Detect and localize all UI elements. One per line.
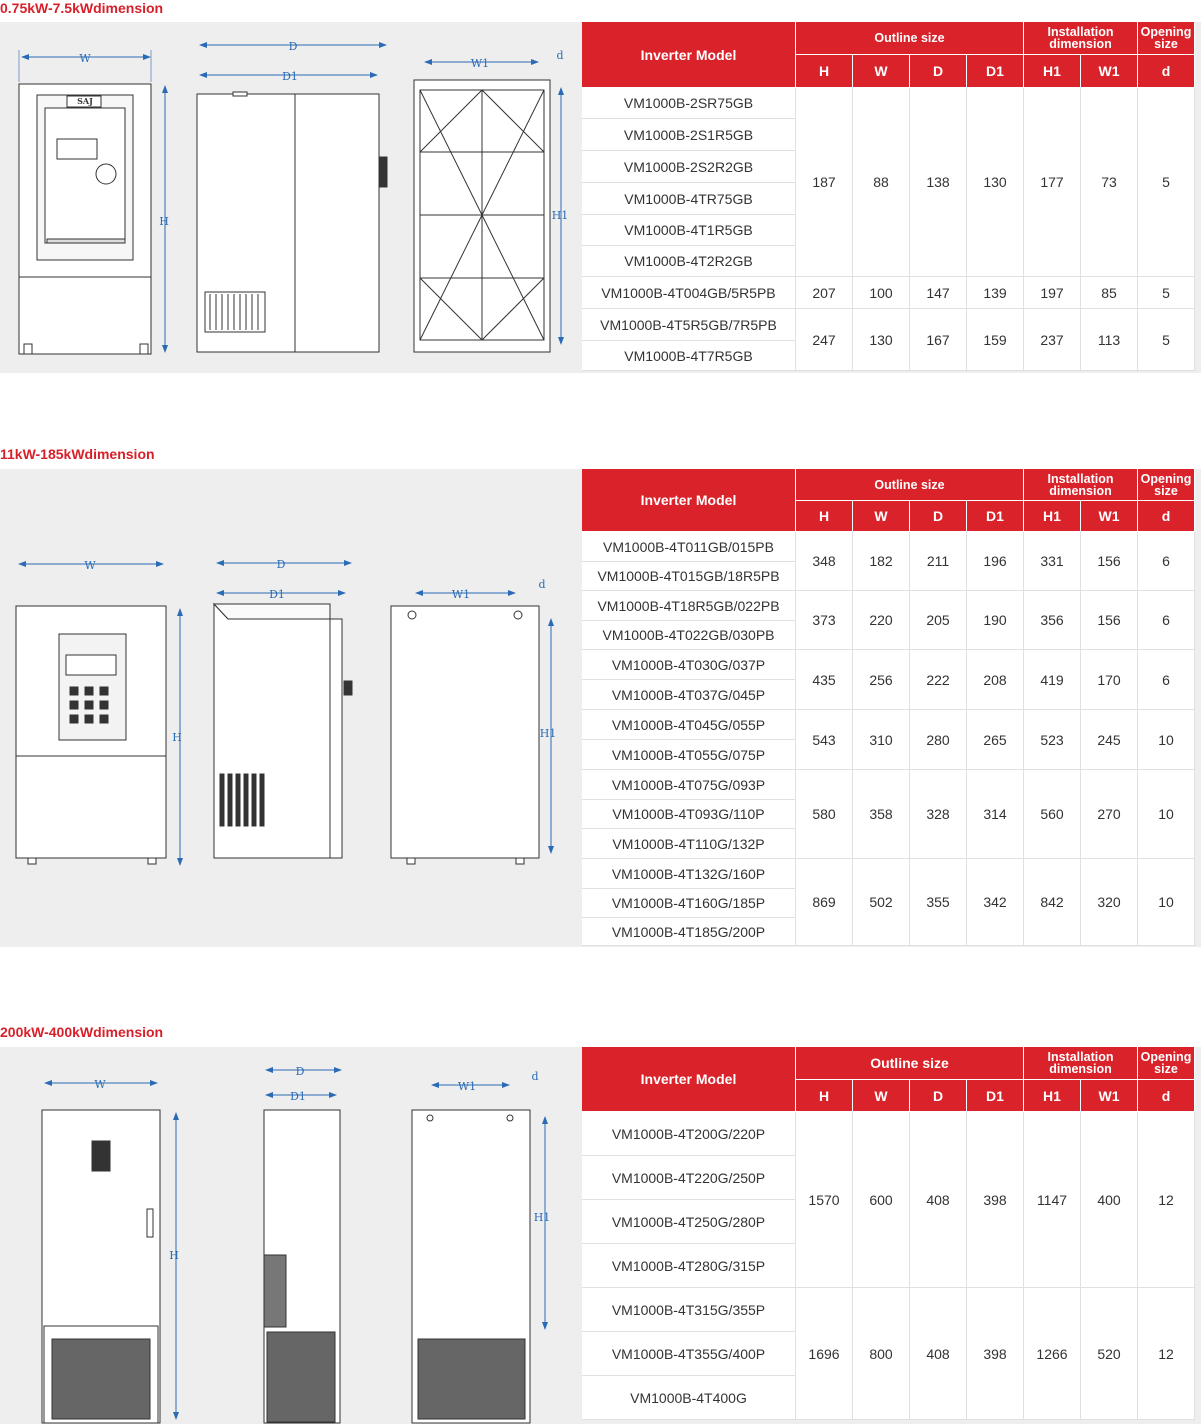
col-d: D — [910, 55, 967, 88]
model-cell: VM1000B-2S2R2GB — [582, 151, 796, 183]
value-w1: 170 — [1081, 650, 1138, 710]
model-cell: VM1000B-4T250G/280P — [582, 1200, 796, 1244]
model-cell: VM1000B-4T055G/075P — [582, 740, 796, 770]
model-cell: VM1000B-4T5R5GB/7R5PB — [582, 309, 796, 341]
value-w1: 156 — [1081, 532, 1138, 591]
model-cell: VM1000B-4T315G/355P — [582, 1288, 796, 1332]
model-cell: VM1000B-4T037G/045P — [582, 680, 796, 710]
value-d-small: 6 — [1138, 591, 1195, 650]
col-h1: H1 — [1024, 1080, 1081, 1112]
value-h1: 331 — [1024, 532, 1081, 591]
header-opening: Opening size — [1138, 469, 1195, 501]
dim-label-h: H — [159, 215, 169, 228]
value-h1: 1266 — [1024, 1288, 1081, 1420]
dimension-table — [582, 469, 1195, 946]
model-cell: VM1000B-4T093G/110P — [582, 800, 796, 829]
model-cell: VM1000B-4T075G/093P — [582, 770, 796, 800]
value-w: 800 — [853, 1288, 910, 1420]
model-cell: VM1000B-4T2R2GB — [582, 246, 796, 277]
model-cell: VM1000B-4T132G/160P — [582, 859, 796, 889]
value-h1: 1147 — [1024, 1112, 1081, 1288]
value-w: 600 — [853, 1112, 910, 1288]
value-h: 1696 — [796, 1288, 853, 1420]
value-h: 348 — [796, 532, 853, 591]
value-d1: 208 — [967, 650, 1024, 710]
value-h1: 177 — [1024, 88, 1081, 277]
col-d: D — [910, 1080, 967, 1112]
dim-label-d1: D1 — [269, 588, 285, 601]
value-w: 220 — [853, 591, 910, 650]
value-h: 869 — [796, 859, 853, 946]
dim-label-d-small: d — [556, 49, 564, 62]
value-d1: 196 — [967, 532, 1024, 591]
model-cell: VM1000B-4T004GB/5R5PB — [582, 277, 796, 309]
col-d-small: d — [1138, 55, 1195, 88]
front-view — [19, 84, 151, 354]
value-d1: 265 — [967, 710, 1024, 770]
dim-label-h: H — [169, 1249, 179, 1262]
value-w: 100 — [853, 277, 910, 309]
section-title: 11kW-185kWdimension — [0, 446, 155, 462]
col-w1: W1 — [1081, 1080, 1138, 1112]
col-w: W — [853, 1080, 910, 1112]
dim-label-d-small: d — [538, 578, 546, 591]
value-h: 207 — [796, 277, 853, 309]
value-h1: 560 — [1024, 770, 1081, 859]
value-h: 543 — [796, 710, 853, 770]
dimension-drawing — [0, 469, 580, 947]
value-d-small: 5 — [1138, 88, 1195, 277]
model-cell: VM1000B-4T110G/132P — [582, 829, 796, 859]
model-cell: VM1000B-4T220G/250P — [582, 1156, 796, 1200]
value-h1: 842 — [1024, 859, 1081, 946]
dim-label-d: D — [288, 40, 298, 53]
value-d-small: 6 — [1138, 532, 1195, 591]
value-d1: 342 — [967, 859, 1024, 946]
value-d-small: 5 — [1138, 309, 1195, 371]
section-panel — [0, 469, 1201, 947]
value-h1: 197 — [1024, 277, 1081, 309]
rear-view — [391, 606, 539, 864]
header-opening: Opening size — [1138, 22, 1195, 55]
value-h: 580 — [796, 770, 853, 859]
header-model: Inverter Model — [582, 22, 796, 88]
value-d1: 398 — [967, 1288, 1024, 1420]
value-w: 358 — [853, 770, 910, 859]
value-w1: 73 — [1081, 88, 1138, 277]
header-outline: Outline size — [796, 1047, 1024, 1080]
value-d-small: 6 — [1138, 650, 1195, 710]
value-d1: 398 — [967, 1112, 1024, 1288]
value-d: 167 — [910, 309, 967, 371]
value-d-small: 10 — [1138, 710, 1195, 770]
rear-view — [414, 80, 550, 352]
model-cell: VM1000B-4T1R5GB — [582, 215, 796, 246]
value-w: 130 — [853, 309, 910, 371]
value-w1: 85 — [1081, 277, 1138, 309]
front-view — [42, 1110, 160, 1423]
brand-logo: SAJ — [77, 96, 93, 106]
model-cell: VM1000B-4T011GB/015PB — [582, 532, 796, 562]
model-cell: VM1000B-4T400G — [582, 1376, 796, 1420]
header-opening: Opening size — [1138, 1047, 1195, 1080]
model-cell: VM1000B-4T355G/400P — [582, 1332, 796, 1376]
value-d: 355 — [910, 859, 967, 946]
model-cell: VM1000B-4T022GB/030PB — [582, 621, 796, 650]
value-d-small: 10 — [1138, 770, 1195, 859]
rear-view — [412, 1110, 530, 1423]
value-d-small: 10 — [1138, 859, 1195, 946]
value-h: 373 — [796, 591, 853, 650]
value-w1: 113 — [1081, 309, 1138, 371]
model-cell: VM1000B-4T015GB/18R5PB — [582, 562, 796, 591]
value-w1: 400 — [1081, 1112, 1138, 1288]
section-title: 200kW-400kWdimension — [0, 1024, 164, 1040]
value-w: 502 — [853, 859, 910, 946]
value-w1: 156 — [1081, 591, 1138, 650]
value-w1: 270 — [1081, 770, 1138, 859]
model-cell: VM1000B-4T200G/220P — [582, 1112, 796, 1156]
section-panel — [0, 1047, 1201, 1424]
value-w1: 245 — [1081, 710, 1138, 770]
value-d-small: 12 — [1138, 1288, 1195, 1420]
value-d1: 130 — [967, 88, 1024, 277]
value-d1: 139 — [967, 277, 1024, 309]
dim-label-w1: W1 — [451, 588, 471, 601]
dim-label-w1: W1 — [457, 1080, 477, 1093]
header-install: Installation dimension — [1024, 22, 1138, 55]
dim-label-d: D — [276, 558, 286, 571]
value-w1: 320 — [1081, 859, 1138, 946]
side-view — [197, 92, 387, 352]
value-h: 1570 — [796, 1112, 853, 1288]
header-install: Installation dimension — [1024, 469, 1138, 501]
value-w: 310 — [853, 710, 910, 770]
model-cell: VM1000B-4T045G/055P — [582, 710, 796, 740]
dim-label-w: W — [84, 559, 96, 572]
col-w1: W1 — [1081, 501, 1138, 532]
dim-label-d1: D1 — [282, 70, 298, 83]
value-h1: 356 — [1024, 591, 1081, 650]
col-h1: H1 — [1024, 55, 1081, 88]
dim-label-h1: H1 — [551, 209, 569, 222]
value-d: 147 — [910, 277, 967, 309]
value-w1: 520 — [1081, 1288, 1138, 1420]
dimension-drawing — [0, 1047, 580, 1424]
model-cell: VM1000B-4T185G/200P — [582, 918, 796, 946]
dim-label-w1: W1 — [470, 57, 490, 70]
value-d: 408 — [910, 1112, 967, 1288]
section-title: 0.75kW-7.5kWdimension — [0, 0, 164, 16]
value-d-small: 12 — [1138, 1112, 1195, 1288]
dimension-table — [582, 22, 1195, 371]
header-model: Inverter Model — [582, 1047, 796, 1112]
value-d1: 190 — [967, 591, 1024, 650]
value-d1: 159 — [967, 309, 1024, 371]
value-w: 182 — [853, 532, 910, 591]
header-install: Installation dimension — [1024, 1047, 1138, 1080]
value-d: 328 — [910, 770, 967, 859]
model-cell: VM1000B-4T160G/185P — [582, 889, 796, 918]
col-w1: W1 — [1081, 55, 1138, 88]
side-view — [214, 604, 352, 858]
col-d-small: d — [1138, 1080, 1195, 1112]
header-outline: Outline size — [796, 469, 1024, 501]
model-cell: VM1000B-4T7R5GB — [582, 341, 796, 371]
header-outline: Outline size — [796, 22, 1024, 55]
value-h: 247 — [796, 309, 853, 371]
dim-label-h: H — [172, 731, 182, 744]
col-w: W — [853, 55, 910, 88]
col-h1: H1 — [1024, 501, 1081, 532]
col-d: D — [910, 501, 967, 532]
model-cell: VM1000B-2S1R5GB — [582, 119, 796, 151]
dim-label-h1: H1 — [539, 727, 557, 740]
value-d: 408 — [910, 1288, 967, 1420]
value-d-small: 5 — [1138, 277, 1195, 309]
section-panel — [0, 22, 1201, 373]
value-d: 211 — [910, 532, 967, 591]
col-h: H — [796, 55, 853, 88]
col-h: H — [796, 501, 853, 532]
model-cell: VM1000B-4T030G/037P — [582, 650, 796, 680]
value-h1: 523 — [1024, 710, 1081, 770]
model-cell: VM1000B-4T18R5GB/022PB — [582, 591, 796, 621]
header-model: Inverter Model — [582, 469, 796, 532]
dim-label-w: W — [79, 52, 91, 65]
value-d: 280 — [910, 710, 967, 770]
value-h: 187 — [796, 88, 853, 277]
value-d: 222 — [910, 650, 967, 710]
value-w: 88 — [853, 88, 910, 277]
dimension-drawing — [0, 22, 580, 373]
model-cell: VM1000B-4T280G/315P — [582, 1244, 796, 1288]
front-view — [16, 606, 166, 864]
value-d1: 314 — [967, 770, 1024, 859]
value-h1: 237 — [1024, 309, 1081, 371]
value-d: 138 — [910, 88, 967, 277]
side-view — [264, 1110, 340, 1423]
dim-label-h1: H1 — [533, 1211, 551, 1224]
dimension-table — [582, 1047, 1195, 1420]
col-h: H — [796, 1080, 853, 1112]
dim-label-w: W — [94, 1078, 106, 1091]
value-h1: 419 — [1024, 650, 1081, 710]
col-d1: D1 — [967, 1080, 1024, 1112]
dim-label-d: D — [295, 1065, 305, 1078]
col-d-small: d — [1138, 501, 1195, 532]
col-d1: D1 — [967, 501, 1024, 532]
col-w: W — [853, 501, 910, 532]
value-w: 256 — [853, 650, 910, 710]
dim-label-d-small: d — [531, 1070, 539, 1083]
value-h: 435 — [796, 650, 853, 710]
model-cell: VM1000B-2SR75GB — [582, 88, 796, 119]
model-cell: VM1000B-4TR75GB — [582, 183, 796, 215]
dim-label-d1: D1 — [290, 1090, 306, 1103]
col-d1: D1 — [967, 55, 1024, 88]
value-d: 205 — [910, 591, 967, 650]
